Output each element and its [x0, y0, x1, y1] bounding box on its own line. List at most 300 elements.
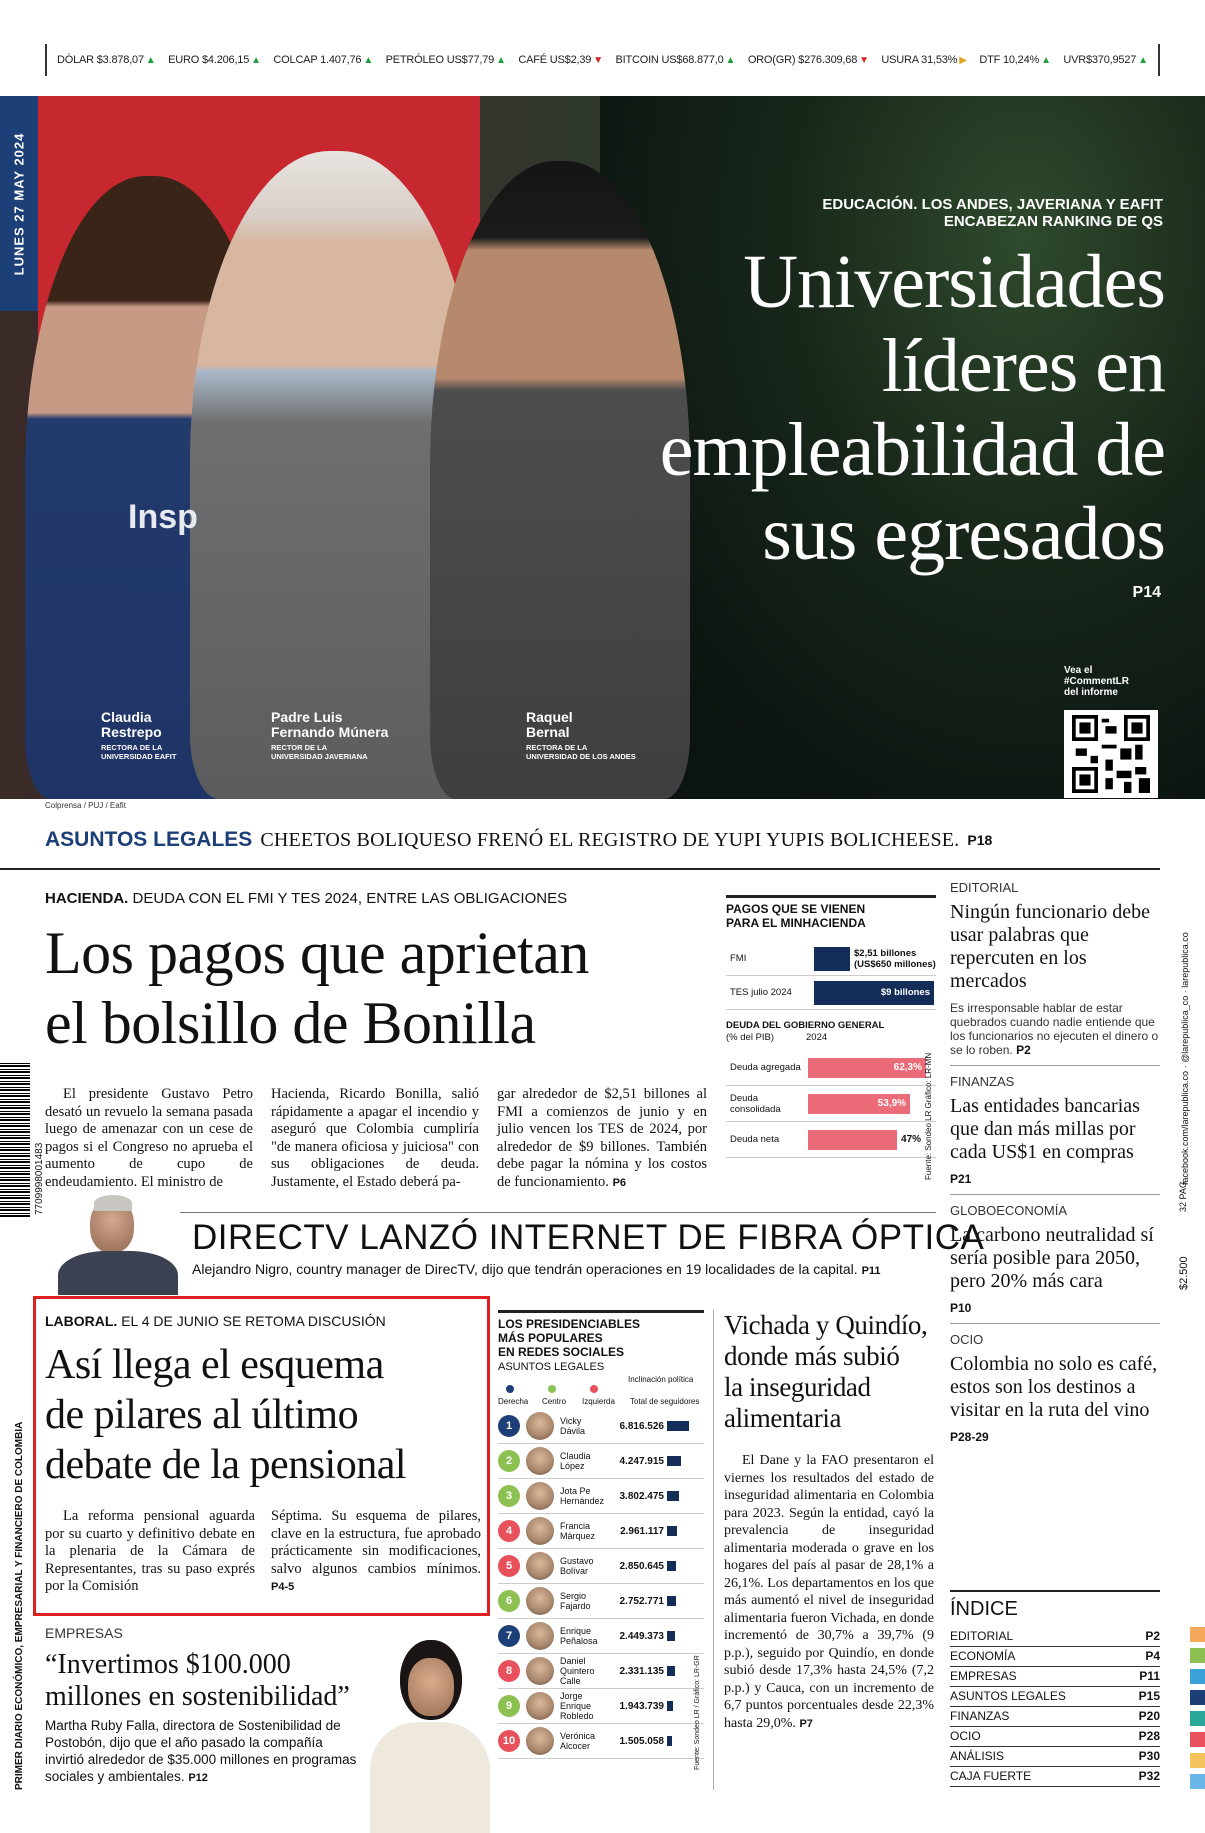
ticker-value: BITCOIN US$68.877,0	[615, 54, 724, 66]
index-row[interactable]	[950, 1687, 1160, 1707]
candidate-name-line: Jorge Enrique	[560, 1691, 592, 1711]
follower-bar	[667, 1561, 676, 1571]
presidenciable-row	[498, 1654, 704, 1689]
avatar	[526, 1657, 554, 1685]
hero-headline-line: líderes en	[881, 324, 1165, 408]
index-page: P32	[1138, 1769, 1160, 1783]
index-row[interactable]	[950, 1647, 1160, 1667]
right-summary	[950, 1001, 1160, 1057]
laboral-kicker	[45, 1313, 386, 1329]
date-label: LUNES 27 MAY 2024	[11, 132, 27, 275]
banner-headline: CHEETOS BOLIQUESO FRENÓ EL REGISTRO DE YUPI YUPIS BOLICHEESE.	[260, 828, 960, 851]
arrow-down-icon: ▼	[859, 54, 869, 66]
bar-label: Deuda agregada	[730, 1062, 801, 1073]
laboral-headline[interactable]	[45, 1340, 485, 1490]
candidate-name-line: Hernández	[560, 1496, 605, 1506]
rank-badge: 6	[498, 1590, 520, 1612]
debt-subtitle-line: DEUDA DEL GOBIERNO GENERAL	[726, 1020, 885, 1031]
follower-count: 4.247.915	[619, 1455, 664, 1467]
caption-name: Fernando Múnera	[271, 724, 389, 740]
col-text: Séptima. Su esquema de pilares, clave en la estructura, fue aprobado prácticamente sin modificaciones, salvo algunos cambios mínimos.	[271, 1508, 481, 1577]
ticker-item	[386, 54, 506, 66]
candidate-name-line: Vicky	[560, 1416, 582, 1426]
divider	[950, 1065, 1160, 1066]
ticker-value: USURA 31,53%	[881, 54, 958, 66]
chart-title-line: PARA EL MINHACIENDA	[726, 916, 866, 930]
qr-code-icon[interactable]	[1064, 710, 1158, 798]
chart-title-line: PAGOS QUE SE VIENEN	[726, 902, 866, 916]
debt-bars	[726, 1050, 936, 1158]
chart-title-line: EN REDES SOCIALES	[498, 1345, 625, 1359]
candidate-name	[560, 1416, 616, 1436]
follower-bar	[667, 1596, 676, 1606]
hero-headline-line: empleabilidad de	[659, 408, 1165, 492]
follower-count: 2.850.645	[619, 1560, 664, 1572]
website-link[interactable]: larepublica.co	[1180, 932, 1190, 988]
index-label: FINANZAS	[950, 1709, 1010, 1723]
asuntos-legales-banner[interactable]	[45, 822, 1160, 858]
index-label: EMPRESAS	[950, 1669, 1017, 1683]
candidate-name-line: Márquez	[560, 1531, 596, 1541]
index-row[interactable]	[950, 1627, 1160, 1647]
headline-line: la inseguridad	[724, 1372, 871, 1402]
shirt-text: Insp	[128, 498, 198, 536]
arrow-up-icon: ▲	[725, 54, 736, 66]
ticker-value: ORO(GR) $276.309,68	[747, 54, 858, 66]
social-links: facebook.com/larepublica.co · @larepublica_co · larepublica.co	[1180, 932, 1190, 1185]
ticker-item	[273, 54, 373, 66]
caption-claudia	[101, 710, 176, 761]
date-sidebar	[0, 96, 38, 311]
presidenciable-row	[498, 1549, 704, 1584]
index-page: P20	[1138, 1709, 1160, 1723]
legend-dot-derecha	[506, 1385, 514, 1393]
section-label: EDITORIAL	[950, 880, 1019, 895]
bar-value-line: $2,51 billones	[854, 947, 917, 959]
index-label: ECONOMÍA	[950, 1649, 1016, 1663]
legend-title: Inclinación política	[628, 1375, 694, 1384]
chart-title-line: MÁS POPULARES	[498, 1331, 603, 1345]
ticker-value: UVR$370,9527	[1063, 54, 1137, 66]
bar-value	[881, 987, 930, 998]
right-article[interactable]	[950, 1332, 1160, 1444]
rank-badge: 3	[498, 1485, 520, 1507]
body-text: El Dane y la FAO presentaron el viernes los resultados del estado de inseguridad alimentaria en Colombia para 2023. Según la entidad, cayó la prevalencia de inseguridad alimentaria moderada o grave en los hogares del país al pasar de 28,1% a 26,1%. Los departamentos en los que más aumentó el nivel de inseguridad alimentaria fueron Vichada, en donde incrementó de 30,7% a 39,7% (9 p.p.), seguido por Quindío, en donde subió desde 17,3% hasta 24,5% (7,2 p.p.) y Cauca, con un incremento de 6,7 puntos porcentuales desde 22,3% hasta 29,0%.	[724, 1453, 934, 1731]
caption-name: Bernal	[526, 724, 570, 740]
barcode-icon	[0, 1062, 30, 1217]
arrow-up-icon: ▲	[363, 54, 374, 66]
empresas-headline	[45, 1649, 385, 1713]
ticker-item	[881, 54, 966, 66]
index-swatch	[1190, 1774, 1205, 1789]
divider	[0, 868, 1160, 870]
candidate-name	[560, 1656, 616, 1686]
rank-badge: 2	[498, 1450, 520, 1472]
avatar	[526, 1552, 554, 1580]
right-headline: La carbono neutralidad sí sería posible para 2050, pero 20% más cara	[950, 1224, 1154, 1292]
index-swatch	[1190, 1690, 1205, 1705]
debt-row	[726, 1122, 936, 1158]
candidate-name-line: Fajardo	[560, 1601, 591, 1611]
directv-photo	[58, 1195, 178, 1295]
arrow-down-icon: ▼	[593, 54, 603, 66]
follower-bar	[667, 1666, 675, 1676]
hacienda-col-1: El presidente Gustavo Petro desató un revuelo la semana pasada luego de amenazar con un cese de pagos si el Congreso no aprueba el aumento de cupo de endeudamiento. El ministro de	[45, 1086, 253, 1190]
index-page: P28	[1138, 1729, 1160, 1743]
caption-name: Claudia	[101, 709, 152, 725]
headline-line: el bolsillo de Bonilla	[45, 990, 536, 1056]
right-summary	[950, 1430, 1160, 1444]
legend-label: Centro	[542, 1397, 567, 1406]
debt-row	[726, 1086, 936, 1122]
follower-count: 1.505.058	[619, 1735, 664, 1747]
candidate-name-line: Francia	[560, 1521, 591, 1531]
summary-text: Es irresponsable hablar de estar quebrados cuando nadie entiende que los funcionarios no ejecuten el dinero o se lo roben.	[950, 1001, 1159, 1057]
index-swatch	[1190, 1627, 1205, 1642]
laboral-col-1: La reforma pensional aguarda por su cuarto y definitivo debate en la plenaria de la Cámara de Representantes, tras su paso exprés por la Comisión	[45, 1508, 255, 1594]
candidate-name-line: Alcocer	[560, 1741, 591, 1751]
index-swatch	[1190, 1669, 1205, 1684]
index-title: ÍNDICE	[950, 1590, 1160, 1621]
candidate-name	[560, 1521, 616, 1541]
follower-count: 2.961.117	[620, 1525, 664, 1537]
rank-badge: 7	[498, 1625, 520, 1647]
caption-role: UNIVERSIDAD JAVERIANA	[271, 752, 368, 761]
hero-headline[interactable]	[545, 240, 1165, 576]
hero-headline-line: Universidades	[743, 240, 1165, 324]
barcode-number: 7709998001483	[34, 1142, 45, 1215]
presidenciable-row	[498, 1689, 704, 1724]
pagos-row	[726, 976, 936, 1010]
ticker-item	[57, 54, 156, 66]
empresas-summary	[45, 1717, 365, 1787]
directv-headline[interactable]: DIRECTV LANZÓ INTERNET DE FIBRA ÓPTICA	[192, 1218, 985, 1257]
kicker-section: HACIENDA.	[45, 890, 129, 907]
page-ref: P10	[950, 1301, 972, 1315]
kicker-section: LABORAL.	[45, 1313, 118, 1329]
vichada-headline	[724, 1310, 934, 1434]
page-ref: P21	[950, 1172, 972, 1186]
page-ref: P6	[612, 1176, 627, 1189]
index-rows	[950, 1627, 1160, 1787]
caption-name: Padre Luis	[271, 709, 343, 725]
vichada-body	[724, 1452, 934, 1733]
ticker-value: CAFÉ US$2,39	[518, 54, 592, 66]
debt-row	[726, 1050, 936, 1086]
pages-label	[1178, 1181, 1188, 1212]
presidenciable-row	[498, 1479, 704, 1514]
ticker-value: PETRÓLEO US$77,79	[385, 54, 495, 66]
ticker-item	[518, 54, 603, 66]
follower-count: 2.449.373	[619, 1630, 664, 1642]
banner-section: ASUNTOS LEGALES	[45, 828, 253, 851]
follower-count: 1.943.739	[619, 1700, 664, 1712]
pagos-bars	[726, 942, 936, 1010]
price: $2.500	[1178, 1256, 1190, 1290]
index-row[interactable]	[950, 1727, 1160, 1747]
ticker-item	[748, 54, 869, 66]
legend-dot-centro	[548, 1385, 556, 1393]
chart-source: Fuente: Sondeo LR Gráfico: LR-MN	[924, 1052, 933, 1180]
avatar	[526, 1447, 554, 1475]
kicker-text: EL 4 DE JUNIO SE RETOMA DISCUSIÓN	[121, 1313, 386, 1329]
ticker-item	[979, 54, 1050, 66]
hero-page-ref: P14	[1132, 584, 1161, 601]
arrow-up-icon: ▲	[145, 54, 156, 66]
index-row[interactable]	[950, 1707, 1160, 1727]
bar-value: 47%	[901, 1134, 922, 1145]
directv-summary	[192, 1261, 881, 1277]
headline-line: de pilares al último	[45, 1392, 359, 1438]
chart-legend	[498, 1375, 704, 1409]
right-column	[950, 880, 1160, 1444]
index-swatch	[1190, 1753, 1205, 1768]
avatar	[526, 1412, 554, 1440]
caption-role: RECTORA DE LA	[526, 743, 588, 752]
bar-mark	[808, 1058, 926, 1078]
section-label: GLOBOECONOMÍA	[950, 1203, 1068, 1218]
masthead-tagline: PRIMER DIARIO ECONÓMICO, EMPRESARIAL Y FINANCIERO DE COLOMBIA	[14, 1421, 25, 1790]
legend-label: Izquierda	[582, 1397, 615, 1406]
candidate-name	[560, 1486, 616, 1506]
candidate-name-line: López	[560, 1461, 585, 1471]
section-label: OCIO	[950, 1332, 984, 1347]
bar-mark	[814, 947, 850, 971]
candidate-name	[560, 1626, 616, 1646]
debt-unit: (% del PIB)	[726, 1032, 775, 1043]
follower-bar	[667, 1736, 672, 1746]
bar-value-line: $9 billones	[880, 987, 930, 998]
headline-line: Vichada y Quindío,	[724, 1310, 928, 1340]
arrow-up-icon: ▲	[1041, 54, 1051, 66]
index-label: OCIO	[950, 1729, 981, 1743]
bar-value: 62,3%	[893, 1062, 922, 1073]
follower-bar	[667, 1701, 673, 1711]
ticker-value: DÓLAR $3.878,07	[57, 54, 144, 66]
avatar	[526, 1692, 554, 1720]
follower-bar	[667, 1631, 675, 1641]
index-label: ANÁLISIS	[950, 1749, 1005, 1763]
headline-line: “Invertimos $100.000	[45, 1649, 291, 1680]
headline-line: donde más subió	[724, 1341, 900, 1371]
candidate-name	[560, 1731, 616, 1751]
follower-count: 3.802.475	[619, 1490, 664, 1502]
follower-count: 6.816.526	[619, 1420, 664, 1432]
arrow-up-icon: ▲	[496, 54, 506, 66]
avatar	[526, 1482, 554, 1510]
summary-text: Martha Ruby Falla, directora de Sostenibilidad de Postobón, dijo que el año pasado la compañía invirtió alrededor de $35.000 millones en programas sociales y ambientales.	[45, 1718, 357, 1784]
hero-kicker-text: LOS ANDES, JAVERIANA Y EAFIT	[921, 196, 1163, 213]
caption-bernal	[526, 710, 636, 761]
candidate-name-line: Gustavo	[560, 1556, 594, 1566]
index-page: P11	[1139, 1669, 1160, 1683]
headline-line: Los pagos que aprietan	[45, 920, 589, 986]
presidenciables-chart	[498, 1310, 704, 1759]
photo-credit: Colprensa / PUJ / Eafit	[45, 801, 126, 810]
summary-text: Alejandro Nigro, country manager de DirecTV, dijo que tendrán operaciones en 19 localidades de la capital.	[192, 1261, 858, 1277]
market-ticker	[45, 44, 1160, 76]
index-page: P4	[1145, 1649, 1160, 1663]
ticker-item	[615, 54, 735, 66]
right-summary	[950, 1172, 1160, 1186]
qr-caption-line: del informe	[1064, 687, 1118, 698]
bar-label: FMI	[730, 953, 747, 964]
hacienda-headline[interactable]	[45, 918, 695, 1058]
hero-kicker	[822, 196, 1163, 230]
empresas-article[interactable]	[45, 1625, 375, 1787]
rank-badge: 5	[498, 1555, 520, 1577]
arrow-up-icon: ▲	[251, 54, 261, 66]
ticker-item	[168, 54, 261, 66]
avatar	[526, 1727, 554, 1755]
candidate-name-line: Enrique	[560, 1626, 592, 1636]
presidenciable-row	[498, 1619, 704, 1654]
ticker-item	[1063, 54, 1148, 66]
rank-badge: 1	[498, 1415, 520, 1437]
index-page: P15	[1138, 1689, 1160, 1703]
hero-kicker-section: EDUCACIÓN.	[822, 196, 918, 213]
candidate-name-line: Claudia	[560, 1451, 591, 1461]
caption-role: UNIVERSIDAD EAFIT	[101, 752, 177, 761]
page-ref: P2	[1016, 1043, 1031, 1057]
legend-total: Total de seguidores	[630, 1397, 700, 1406]
caption-role: UNIVERSIDAD DE LOS ANDES	[526, 752, 636, 761]
headline-line: Así llega el esquema	[45, 1342, 384, 1388]
x-link[interactable]: @larepublica_co	[1180, 995, 1190, 1063]
index-page: P2	[1145, 1629, 1160, 1643]
debt-year: 2024	[806, 1032, 828, 1043]
rank-badge: 10	[498, 1730, 520, 1752]
vichada-article[interactable]	[724, 1310, 934, 1733]
pagos-row	[726, 942, 936, 976]
page-ref: P4-5	[271, 1581, 295, 1593]
chart-title-line: LOS PRESIDENCIABLES	[498, 1317, 641, 1331]
ticker-value: COLCAP 1.407,76	[273, 54, 362, 66]
caption-name: Restrepo	[101, 724, 162, 740]
section-label: FINANZAS	[950, 1074, 1015, 1089]
candidate-name-line: Verónica	[560, 1731, 596, 1741]
caption-role: RECTOR DE LA	[271, 743, 328, 752]
right-headline: Ningún funcionario debe usar palabras que repercuten en los mercados	[950, 901, 1150, 992]
avatar	[526, 1517, 554, 1545]
follower-count: 2.752.771	[619, 1595, 664, 1607]
section-label: EMPRESAS	[45, 1625, 123, 1641]
page-ref: P7	[799, 1717, 813, 1730]
column-divider	[713, 1310, 714, 1790]
chart-title	[498, 1310, 704, 1359]
candidate-name-line: Dávila	[560, 1426, 586, 1436]
avatar	[526, 1622, 554, 1650]
candidate-name	[560, 1691, 616, 1721]
index-row[interactable]	[950, 1747, 1160, 1767]
hero-headline-line: sus egresados	[762, 492, 1165, 576]
bar-value-line: (US$650 millones)	[854, 958, 936, 970]
bar-label: TES julio 2024	[730, 987, 792, 998]
candidate-name-line: Quintero Calle	[560, 1666, 595, 1686]
chart-section: ASUNTOS LEGALES	[498, 1361, 605, 1373]
page-ref: P28-29	[950, 1430, 989, 1444]
bar-value	[854, 948, 936, 970]
candidate-name-line: Bolívar	[560, 1566, 589, 1576]
qr-code-graphic	[1069, 715, 1153, 793]
presidenciable-row	[498, 1584, 704, 1619]
qr-caption	[1064, 665, 1129, 698]
presidenciables-rows	[498, 1409, 704, 1759]
rank-badge: 9	[498, 1695, 520, 1717]
chart-title	[726, 895, 936, 930]
hero-kicker-text: ENCABEZAN RANKING DE QS	[943, 213, 1163, 230]
presidenciable-row	[498, 1444, 704, 1479]
bar-label: Deuda neta	[730, 1134, 780, 1145]
caption-munera	[271, 710, 388, 761]
right-headline: Las entidades bancarias que dan más millas por cada US$1 en compras	[950, 1095, 1140, 1163]
arrow-up-icon: ▲	[1138, 54, 1148, 66]
candidate-name	[560, 1556, 616, 1576]
bar-mark	[814, 981, 934, 1005]
bar-mark	[808, 1130, 897, 1150]
rank-badge: 8	[498, 1660, 520, 1682]
index-row[interactable]	[950, 1767, 1160, 1787]
headline-line: alimentaria	[724, 1403, 842, 1433]
presidenciable-row	[498, 1409, 704, 1444]
qr-caption-line: Vea el	[1064, 665, 1093, 676]
candidate-name-line: Robledo	[560, 1711, 594, 1721]
bar-label: Deuda consolidada	[730, 1092, 781, 1115]
follower-bar	[667, 1421, 689, 1431]
rank-badge: 4	[498, 1520, 520, 1542]
banner-page: P18	[967, 832, 993, 848]
follower-count: 2.331.135	[619, 1665, 664, 1677]
caption-role: RECTORA DE LA	[101, 743, 163, 752]
kicker-text: DEUDA CON EL FMI Y TES 2024, ENTRE LAS OBLIGACIONES	[132, 890, 568, 907]
headline-line: millones en sostenibilidad”	[45, 1681, 350, 1712]
headline-line: debate de la pensional	[45, 1442, 407, 1488]
pagos-chart	[726, 895, 936, 1175]
index-swatch	[1190, 1648, 1205, 1663]
bar-mark	[808, 1094, 910, 1114]
index-label: EDITORIAL	[950, 1629, 1014, 1643]
arrow-right-icon: ▶	[959, 54, 967, 66]
right-headline: Colombia no solo es café, estos son los destinos a visitar en la ruta del vino	[950, 1353, 1158, 1421]
facebook-link[interactable]: facebook.com/larepublica.co	[1180, 1070, 1190, 1185]
bar-value: 53,9%	[877, 1098, 907, 1109]
right-article[interactable]	[950, 1074, 1160, 1186]
index-row[interactable]	[950, 1667, 1160, 1687]
page-count: 32 PAG	[1178, 1181, 1188, 1212]
candidate-name	[560, 1451, 616, 1471]
candidate-name-line: Peñalosa	[560, 1636, 598, 1646]
right-article[interactable]	[950, 880, 1160, 1057]
empresas-photo	[370, 1640, 490, 1833]
ticker-value: DTF 10,24%	[979, 54, 1040, 66]
divider	[950, 1194, 1160, 1195]
index-label: CAJA FUERTE	[950, 1769, 1032, 1783]
divider	[950, 1323, 1160, 1324]
index-label: ASUNTOS LEGALES	[950, 1689, 1066, 1703]
hacienda-col-2: Hacienda, Ricardo Bonilla, salió rápidamente a apagar el incendio y aseguró que Colombia cumpliría "de manera oficiosa y juiciosa" con sus obligaciones de deuda. Justamente, el Estado deberá pa-	[271, 1086, 479, 1190]
page-ref: P11	[861, 1265, 881, 1277]
candidate-name-line: Jota Pe	[560, 1486, 591, 1496]
chart-source: Fuente: Sondeo LR / Gráfico: LR-GR	[694, 1655, 701, 1770]
legend-label: Derecha	[498, 1397, 529, 1406]
hacienda-col-3	[497, 1086, 707, 1192]
presidenciable-row	[498, 1724, 704, 1759]
caption-name: Raquel	[526, 709, 573, 725]
ticker-value: EURO $4.206,15	[168, 54, 250, 66]
price-label	[1178, 1256, 1190, 1290]
follower-bar	[667, 1456, 681, 1466]
right-summary	[950, 1301, 1160, 1315]
